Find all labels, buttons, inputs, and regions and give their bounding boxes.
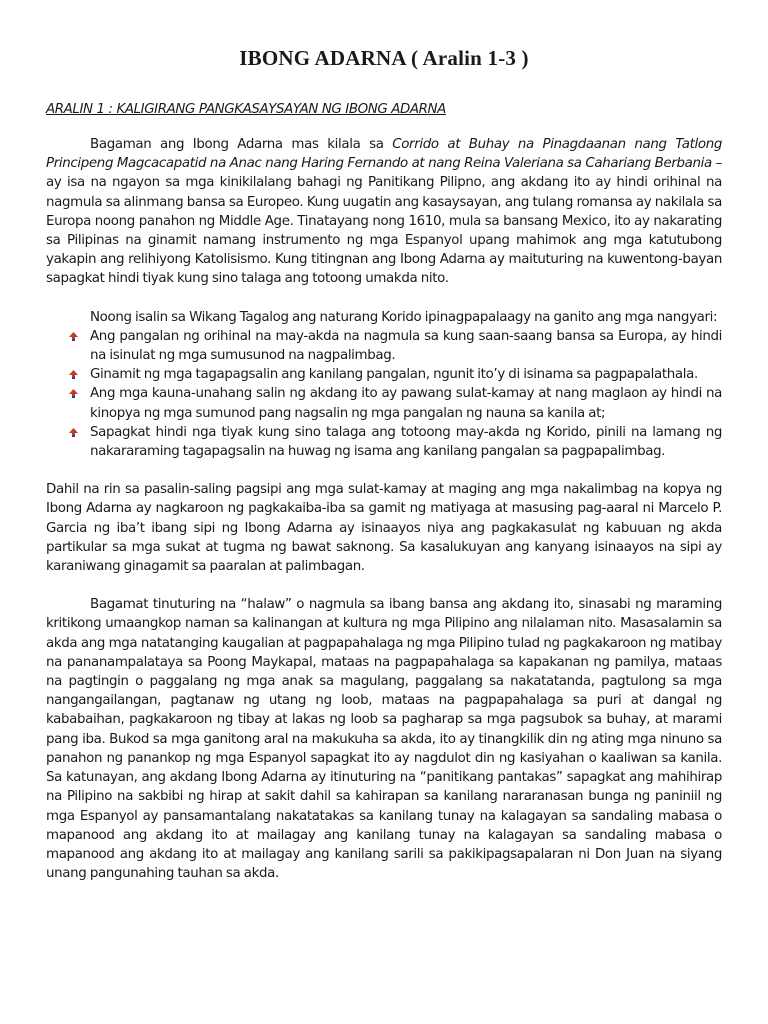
- section-heading: ARALIN 1 : KALIGIRANG PANGKASAYSAYAN NG IBONG ADARNA: [46, 102, 446, 117]
- bullet-item: [46, 365, 722, 384]
- paragraph-4: Bagamat tinuturing na “halaw” o nagmula sa ibang bansa ang akdang ito, sinasabi ng maraming kritikong umaangkop naman sa kalinangan at kultura ng mga Pilipino ang nilalaman nito. Masasalamin sa akda ang mga natatanging kaugalian at pagpapahalaga ng mga Pilipino tulad ng pagkakaroon ng matibay na pananampalataya sa Poong Maykapal, mataas na pagpapahalaga sa kapakanan ng pamilya, mataas na pagtingin o paggalang ng mga anak sa magulang, paggalang sa nakatatanda, pagtulong sa mga nangangailangan, pagtanaw ng utang ng loob, mataas na pagpapahalaga sa puri at dangal ng kababaihan, pagkakaroon ng tibay at lakas ng loob sa pagharap sa mga pagsubok sa buhay, at marami pang iba. Bukod sa mga ganitong aral na makukuha sa akda, ito ay tinangkilik din ng ating mga ninuno sa panahon ng panankop ng mga Espanyol sapagkat ito ay nagdulot din ng kasiyahan o kaaliwan sa kanila. Sa katunayan, ang akdang Ibong Adarna ay itinuturing na “panitikang pantakas” sapagkat ang mahihirap na Pilipino na sakbibi ng hirap at sakit dahil sa kahirapan sa kanilang nararanasan bunga ng paniniil ng mga Espanyol ay pansamantalang nakatatakas sa kanilang tunay na kalagayan sa sandaling mabasa o mapanood ang akdang ito at mailagay ang kanilang tunay na kalagayan sa sandaling mabasa o mapanood ang akdang ito at mailagay ang kanilang sarili sa pakikipagsapalaran ni Don Juan na siyang unang pangunahing tauhan sa akda.: [46, 597, 722, 882]
- bullet-text: Ginamit ng mga tagapagsalin ang kanilang pangalan, ngunit ito’y di isinama sa pagpapalathala.: [90, 367, 698, 383]
- corrido-title: Corrido at Buhay na Pinagdaanan nang Tatlong Principeng Magcacapatid na Anac nang Haring Fernando at nang Reina Valeriana sa Cahariang Berbania: [46, 137, 722, 172]
- bullet-text: Ang pangalan ng orihinal na may-akda na nagmula sa kung saan-saang bansa sa Europa, ay hindi na isinulat ng mga sumusunod na nagpalimbag.: [90, 328, 722, 364]
- bullet-list: [46, 327, 722, 461]
- bullet-item: [46, 384, 722, 422]
- bullet-text: Ang mga kauna-unahang salin ng akdang ito ay pawang sulat-kamay at nang maglaon ay hindi na kinopya ng mga sumunod pang nagsalin ng mga pangalan ng nauna sa kanila at;: [90, 386, 722, 421]
- paragraph-2-intro: Noong isalin sa Wikang Tagalog ang naturang Korido ipinagpapalaagy na ganito ang mga nangyari:: [90, 309, 718, 325]
- paragraph-1-rest: – ay isa na ngayon sa mga kinikilalang bahagi ng Panitikang Pilipno, ang akdang ito ay hindi orihinal na nagmula sa alinmang bansa sa Europeo. Kung uugatin ang kasaysayan, ang tulang romansa ay nakilala sa Europa noong panahon ng Middle Age. Tinatayang nong 1610, mula sa bansang Mexico, ito ay nakarating sa Pilipinas na ginamit namang instrumento ng mga Espanyol upang mahimok ang mga katutubong yakapin ang relihiyong Katolisismo. Kung titingnan ang Ibong Adarna ay maituturing na kuwentong-bayan sapagkat hindi tiyak kung sino talaga ang totoong umakda nito.: [46, 156, 722, 287]
- arrow-bullet-icon: [68, 369, 79, 380]
- bullet-item: [46, 423, 722, 461]
- bullet-item: [46, 327, 722, 365]
- arrow-bullet-icon: [68, 388, 79, 399]
- paragraph-3: Dahil na rin sa pasalin-saling pagsipi ang mga sulat-kamay at maging ang mga nakalimbag na kopya ng Ibong Adarna ay nagkaroon ng pagkakaiba-iba sa gamit ng matiyaga at masusing pag-aaral ni Marcelo P. Garcia ng iba’t ibang sipi ng Ibong Adarna ay isinaayos niya ang pagkakasulat ng kabuuan ng akda partikular sa mga sukat at tugma ng bawat saknong. Sa kasalukuyan ang kanyang isinaayos na sipi ay karaniwang ginagamit sa paaralan at palimbagan.: [46, 482, 722, 575]
- paragraph-1: [46, 135, 722, 289]
- arrow-bullet-icon: [68, 331, 79, 342]
- paragraph-1-lead: Bagaman ang Ibong Adarna mas kilala sa: [90, 137, 393, 152]
- arrow-bullet-icon: [68, 427, 79, 438]
- document-title: IBONG ADARNA ( Aralin 1-3 ): [239, 46, 529, 70]
- bullet-text: Sapagkat hindi nga tiyak kung sino talaga ang totoong may-akda ng Korido, pinili na lamang ng nakararaming tagapagsalin na huwag ng isama ang kanilang pangalan sa pagpapalimbag.: [90, 424, 722, 460]
